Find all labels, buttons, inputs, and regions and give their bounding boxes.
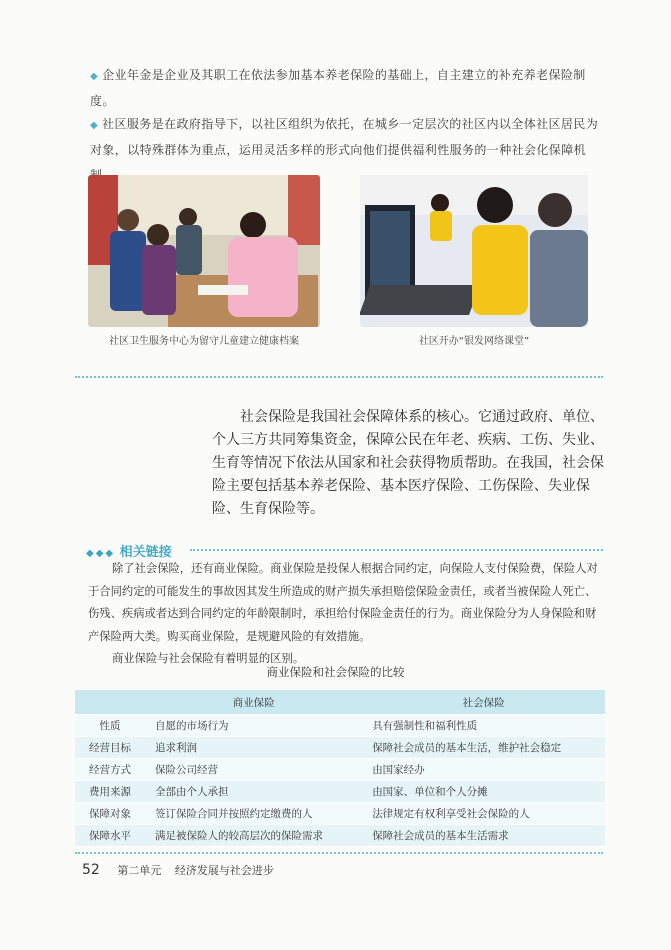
table-row-label: 性质 [75, 715, 145, 737]
table-cell: 由国家经办 [362, 759, 605, 781]
table-row [75, 715, 605, 737]
comparison-table [75, 690, 605, 847]
table-header-row [75, 690, 605, 715]
table-row-label: 经营目标 [75, 737, 145, 759]
table-header-cell: 商业保险 [145, 690, 362, 715]
main-paragraph: 社会保险是我国社会保障体系的核心。它通过政府、单位、个人三方共同筹集资金，保障公民在年老、疾病、工伤、失业、生育等情况下依法从国家和社会获得物质帮助。在我国，社会保险主要包括基本养老保险、基本医疗保险、工伤保险、失业保险、生育保险等。 [212, 409, 604, 517]
table-row [75, 759, 605, 781]
photo-silver-network-class [360, 175, 588, 327]
table-cell: 全部由个人承担 [145, 781, 362, 803]
table-cell: 保障社会成员的基本生活需求 [362, 825, 605, 847]
related-paragraph: 商业保险与社会保险有着明显的区别。 [112, 652, 305, 665]
photo-health-records [88, 175, 320, 327]
table-cell: 自愿的市场行为 [145, 715, 362, 737]
dotted-divider [75, 376, 603, 378]
note-enterprise-annuity: ◆ 企业年金是企业及其职工在依法参加基本养老保险的基础上，自主建立的补充养老保险制度。 [90, 68, 586, 108]
note-community-service: ◆ 社区服务是在政府指导下，以社区组织为依托，在城乡一定层次的社区内以全体社区居民为对象，以特殊群体为重点，运用灵活多样的形式向他们提供福利性服务的一种社会化保障机 [90, 117, 599, 157]
table-cell: 具有强制性和福利性质 [362, 715, 605, 737]
table-row [75, 825, 605, 847]
related-paragraph: 除了社会保险，还有商业保险。商业保险是投保人根据合同约定，向保险人支付保险费，保险人对于合同约定的可能发生的事故因其发生所造成的财产损失承担赔偿保险金责任，或者当被保险人死亡、伤残、疾病或者达到合同约定的年龄限制时，承担给付保险金责任的行为。商业保险分为人身保险和财产保险两大类。购买商业保险，是规避风险的有效措施。 [88, 562, 598, 643]
table-row [75, 781, 605, 803]
photo-caption-silver-network-class: 社区开办“银发网络课堂” [418, 336, 530, 347]
chapter-title: 经济发展与社会进步 [174, 864, 274, 877]
table-cell: 由国家、单位和个人分摊 [362, 781, 605, 803]
table-row [75, 803, 605, 825]
table-row-label: 经营方式 [75, 759, 145, 781]
table-header-cell [75, 690, 145, 715]
table-cell: 追求利润 [145, 737, 362, 759]
table-cell: 法律规定有权利享受社会保险的人 [362, 803, 605, 825]
heading-dotted-rule [190, 549, 603, 551]
table-cell: 保险公司经营 [145, 759, 362, 781]
table-header-cell: 社会保险 [362, 690, 605, 715]
unit-label: 第二单元 [117, 864, 162, 877]
table-cell: 保障社会成员的基本生活，维护社会稳定 [362, 737, 605, 759]
page-footer [82, 862, 274, 878]
table-row-label: 保障水平 [75, 825, 145, 847]
diamond-bullet-icon: ◆ [90, 71, 99, 82]
table-title: 商业保险和社会保险的比较 [266, 665, 405, 679]
table-row-label: 保障对象 [75, 803, 145, 825]
diamond-bullet-icon: ◆ [90, 120, 99, 131]
table-cell: 满足被保险人的较高层次的保险需求 [145, 825, 362, 847]
related-link-body [88, 558, 602, 671]
table-cell: 签订保险合同并按照约定缴费的人 [145, 803, 362, 825]
diamond-bullets-icon: ◆◆◆ [86, 548, 116, 559]
photo-caption-health-records: 社区卫生服务中心为留守儿童建立健康档案 [109, 336, 299, 347]
table-row-label: 费用来源 [75, 781, 145, 803]
related-link-heading: ◆◆◆ 相关链接 [86, 545, 172, 560]
page-number: 52 [82, 862, 100, 878]
bottom-dotted-divider [75, 852, 603, 854]
table-row [75, 737, 605, 759]
